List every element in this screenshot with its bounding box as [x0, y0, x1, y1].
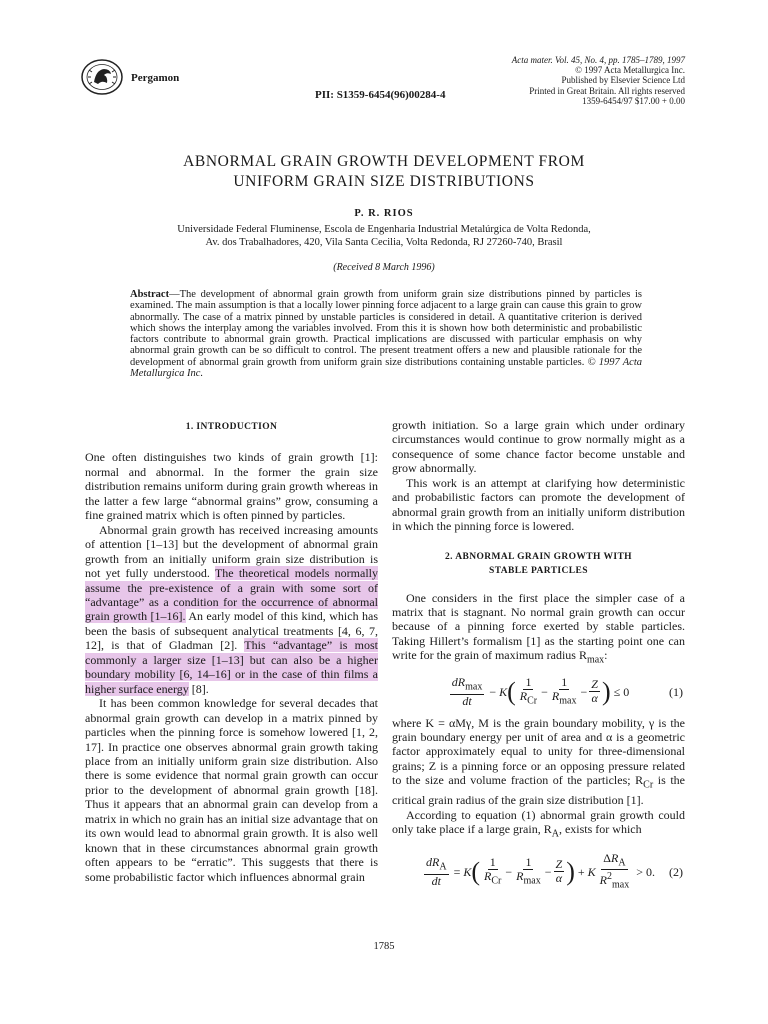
paragraph-text: : — [604, 648, 608, 663]
paragraph: growth initiation. So a large grain which under ordinary circumstances would continue to grow normally might as a consequence of some chance factor become unstable and grow abnormally. — [392, 418, 685, 476]
affiliation-line-1: Universidade Federal Fluminense, Escola de Engenharia Industrial Metalúrgica de Volta Redonda, — [177, 224, 591, 235]
affiliation-line-2: Av. dos Trabalhadores, 420, Vila Santa Cecilia, Volta Redonda, RJ 27260-740, Brasil — [205, 237, 563, 248]
paragraph — [85, 523, 378, 696]
subscript: A — [551, 828, 559, 840]
paper-title — [0, 152, 768, 192]
printed-in-line: Printed in Great Britain. All rights reserved — [529, 85, 685, 96]
abstract — [130, 289, 642, 379]
paragraph-text: According to equation (1) abnormal grain growth could only take place if a large grain, R — [392, 807, 685, 837]
paragraph: One often distinguishes two kinds of grain growth [1]: normal and abnormal. In the former the grain size distribution remains uniform during grain growth whereas in the latter a few large “abnormal grains” grow, consuming a fine grained matrix which is often pinned by particles. — [85, 450, 378, 523]
issn-price-line: 1359-6454/97 $17.00 + 0.00 — [582, 95, 685, 106]
affiliation — [0, 223, 768, 249]
section-heading-line-2: STABLE PARTICLES — [489, 566, 588, 577]
left-column — [85, 418, 378, 884]
equation-1: $\frac{dR_{max}}{dt}$ − K ( $\frac{1}{R_{Cr}}$ − $\frac{1}{R_{max}}$ − $\frac{Z}{\alpha}$ ) ≤ 0 (1) — [451, 675, 683, 708]
paragraph — [392, 716, 685, 808]
paragraph: It has been common knowledge for several decades that abnormal grain growth can develop in a matrix pinned by particles when the pinning force is somehow lowered [1, 2, 17]. In practice one observes abnormal grain growth taking place from an initially uniform grain size distribution. Also there is some evidence that normal grain growth can occur prior to the development of abnormal grain growth [18]. Thus it appears that an abnormal grain can develop from a matrix in which no grain has an initial size advantage that on its own would lead to abnormal grain growth. It is also well known that in these circumstances abnormal grain growth often appears to be “erratic”. This suggests that there is some probabilistic factor which influences abnormal grain — [85, 696, 378, 884]
paper-title-line-1: ABNORMAL GRAIN GROWTH DEVELOPMENT FROM — [183, 153, 585, 170]
subscript: max — [586, 654, 605, 666]
paragraph-text: is the critical grain radius of the grain size distribution [1]. — [392, 773, 685, 808]
published-by-line: Published by Elsevier Science Ltd — [561, 75, 685, 86]
paragraph-text: , exists for which — [558, 822, 642, 837]
highlighted-text: The theoretical models normally assume the pre-existence of a grain with some sort of “advantage” as a condition for the occurrence of abnormal grain growth [1–16]. — [85, 566, 379, 624]
equation-2: $\frac{dR_A}{dt}$ = K ( $\frac{1}{R_{Cr}}$ − $\frac{1}{R_{max}}$ − $\frac{Z}{\alpha}$ ) + K $\frac{\Delta R_A}{R^2_{max}}$ > 0. (2) — [425, 850, 683, 891]
paragraph-text: Abnormal grain growth has received increasing amounts of attention [1–13] but the development of abnormal grain growth from an initially uniform grain size distribution is not yet fully understood. — [85, 522, 378, 581]
received-date: (Received 8 March 1996) — [333, 262, 435, 273]
paragraph: This work is an attempt at clarifying how deterministic and probabilistic factors can promote the development of abnormal grain growth from an initially uniform distribution in which the pinning force is lowered. — [392, 475, 685, 534]
paragraph-text: One considers in the first place the simpler case of a matrix that is stagnant. No normal grain growth can occur because of a pinning force exerted by stable particles. Taking Hillert’s formalism [1] as the starting point one can write for the grain of maximum radius R — [392, 590, 685, 663]
paper-title-line-2: UNIFORM GRAIN SIZE DISTRIBUTIONS — [233, 173, 535, 190]
section-heading-introduction: 1. INTRODUCTION — [185, 422, 278, 432]
section-heading-stable-particles — [392, 550, 685, 579]
equation-number: (1) — [669, 684, 683, 699]
subscript: Cr — [643, 779, 654, 791]
paragraph — [392, 808, 685, 842]
journal-info — [512, 55, 685, 106]
publisher-name: Pergamon — [131, 72, 180, 84]
copyright-line: © 1997 Acta Metallurgica Inc. — [575, 65, 685, 76]
author-name: P. R. RIOS — [354, 208, 414, 219]
abstract-text: —The development of abnormal grain growth from uniform grain size distributions pinned by particles is examined. The main assumption is that a locally lower pinning force adjacent to a large grain can cause this grain to grow abnormally. The case of a matrix pinned by unstable particles is considered in detail. A quantitative criterion is derived which shows the interplay among the variables involved. From this it is shown how both deterministic and probabilistic factors contribute to abnormal grain growth. Practical implications are discussed with particular emphasis on why abnormal grain growth can be so difficult to control. The present treatment offers a new and plausible rationale for the development of abnormal grain growth from uniform grain size distributions containing unstable particles. — [130, 289, 642, 368]
pergamon-logo-icon — [80, 58, 124, 96]
paragraph-text: [8]. — [188, 681, 209, 696]
right-column — [392, 418, 685, 892]
equation-number: (2) — [669, 864, 683, 879]
section-heading-line-1: 2. ABNORMAL GRAIN GROWTH WITH — [445, 551, 632, 562]
paragraph-text: where K = αMγ, M is the grain boundary mobility, γ is the grain boundary energy per unit of area and α is a geometric factor approximately equal to unity for three-dimensional grains; Z is a pinning force or an opposing pressure related to the size and volume fraction of the particles; R — [392, 715, 685, 788]
paragraph-text: An early model of this kind, which has been the basis of subsequent analytical treatments [4, 6, 7, 12], is that of Gladman [2]. — [85, 609, 378, 653]
abstract-copyright: © 1997 Acta Metallurgica Inc. — [130, 356, 642, 380]
paragraph — [392, 591, 685, 669]
page-number: 1785 — [373, 941, 395, 952]
pii-code: PII: S1359-6454(96)00284-4 — [315, 89, 446, 101]
abstract-label: Abstract — [130, 289, 170, 300]
journal-citation: Acta mater. Vol. 45, No. 4, pp. 1785–1789, 1997 — [511, 55, 685, 65]
highlighted-text: This “advantage” is most commonly a larger size [1–13] but can also be a higher boundary mobility [6, 14–16] or in the case of thin films a higher surface energy — [85, 638, 379, 696]
